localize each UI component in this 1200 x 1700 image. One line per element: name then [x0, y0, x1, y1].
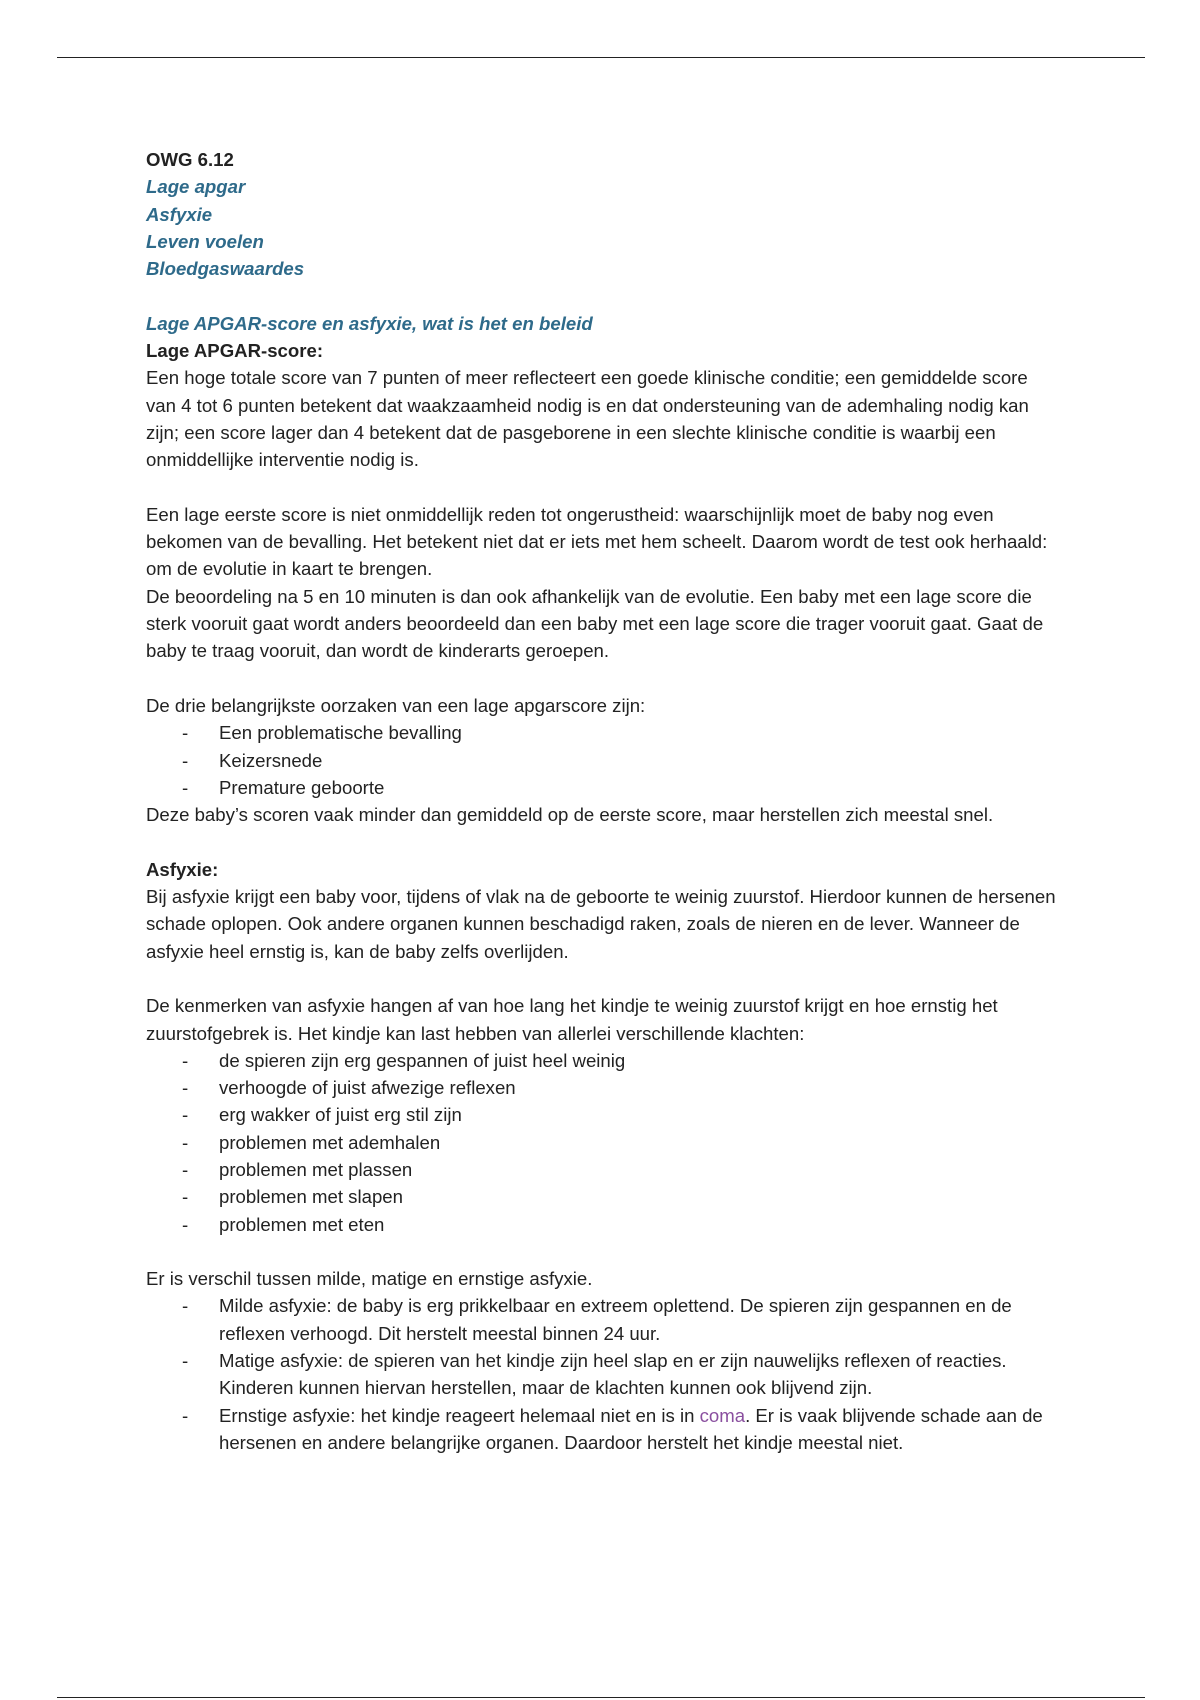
asfyxie-paragraph-1: Bij asfyxie krijgt een baby voor, tijdens of vlak na de geboorte te weinig zuurstof. Hierdoor kunnen de hersenen schade oplopen. Ook andere organen kunnen beschadigd raken, zoals de nieren en de lever. Wanneer de asfyxie heel ernstig is, kan de baby zelfs overlijden. [146, 886, 1056, 962]
list-item: - problemen met plassen [182, 1158, 413, 1180]
severity-intro: Er is verschil tussen milde, matige en ernstige asfyxie. [146, 1268, 593, 1290]
list-item: - Een problematische bevalling [182, 722, 462, 744]
list-item: - problemen met eten [182, 1213, 385, 1235]
list-item: - problemen met slapen [182, 1186, 403, 1208]
section-title: Lage APGAR-score en asfyxie, wat is het en beleid [146, 312, 593, 334]
severity-severe: - Ernstige asfyxie: het kindje reageert helemaal niet en is in coma. Er is vaak blijvende schade aan de hersenen en andere belangrijke organen. Daardoor herstelt het kindje meestal niet. [182, 1404, 1043, 1453]
list-item: - problemen met ademhalen [182, 1131, 441, 1153]
apgar-paragraph-2: Een lage eerste score is niet onmiddellijk reden tot ongerustheid: waarschijnlijk moet de baby nog even bekomen van de bevalling. Het betekent niet dat er iets met hem scheelt. Daarom wordt de test ook herhaald: om de evolutie in kaart te brengen. [146, 503, 1048, 580]
severity-list [146, 1292, 1056, 1456]
apgar-heading: Lage APGAR-score: [146, 340, 324, 362]
apgar-paragraph-3: De beoordeling na 5 en 10 minuten is dan ook afhankelijk van de evolutie. Een baby met een lage score die sterk vooruit gaat wordt anders beoordeeld dan een baby met een lage score die trager vooruit gaat. Gaat de baby te traag vooruit, dan wordt de kinderarts geroepen. [146, 585, 1044, 662]
apgar-paragraph-1: Een hoge totale score van 7 punten of meer reflecteert een goede klinische conditie; een gemiddelde score van 4 tot 6 punten betekent dat waakzaamheid nodig is en dat ondersteuning van de ademhaling nodig kan zijn; een score lager dan 4 betekent dat de pasgeborene in een slechte klinische conditie is waarbij een onmiddellijke interventie nodig is. [146, 367, 1029, 471]
list-item: - erg wakker of juist erg stil zijn [182, 1104, 462, 1126]
top-rule [57, 57, 1145, 58]
symptoms-list [146, 1047, 1056, 1238]
document-code: OWG 6.12 [146, 149, 234, 170]
causes-list [146, 719, 1056, 801]
causes-outro: Deze baby’s scoren vaak minder dan gemiddeld op de eerste score, maar herstellen zich meestal snel. [146, 804, 994, 826]
topic-lage-apgar: Lage apgar [146, 176, 246, 198]
topic-bloedgaswaardes: Bloedgaswaardes [146, 258, 305, 280]
causes-intro: De drie belangrijkste oorzaken van een lage apgarscore zijn: [146, 694, 646, 716]
list-item: - verhoogde of juist afwezige reflexen [182, 1077, 516, 1099]
topic-asfyxie: Asfyxie [146, 203, 213, 225]
severity-mild: - Milde asfyxie: de baby is erg prikkelbaar en extreem oplettend. De spieren zijn gespannen en de reflexen verhoogd. Dit herstelt meestal binnen 24 uur. [182, 1295, 1012, 1344]
list-item: - Keizersnede [182, 749, 323, 771]
coma-link[interactable]: coma [699, 1404, 746, 1426]
asfyxie-heading: Asfyxie: [146, 858, 219, 880]
list-item: - de spieren zijn erg gespannen of juist heel weinig [182, 1049, 626, 1071]
topic-leven-voelen: Leven voelen [146, 230, 264, 252]
document-body [146, 146, 1056, 1456]
asfyxie-paragraph-2: De kenmerken van asfyxie hangen af van hoe lang het kindje te weinig zuurstof krijgt en hoe ernstig het zuurstofgebrek is. Het kindje kan last hebben van allerlei verschillende klachten: [146, 995, 998, 1044]
list-item: - Premature geboorte [182, 776, 385, 798]
severity-moderate: - Matige asfyxie: de spieren van het kindje zijn heel slap en er zijn nauwelijks reflexen of reacties. Kinderen kunnen hiervan herstellen, maar de klachten kunnen ook blijvend zijn. [182, 1350, 1007, 1399]
bottom-rule [57, 1697, 1145, 1698]
